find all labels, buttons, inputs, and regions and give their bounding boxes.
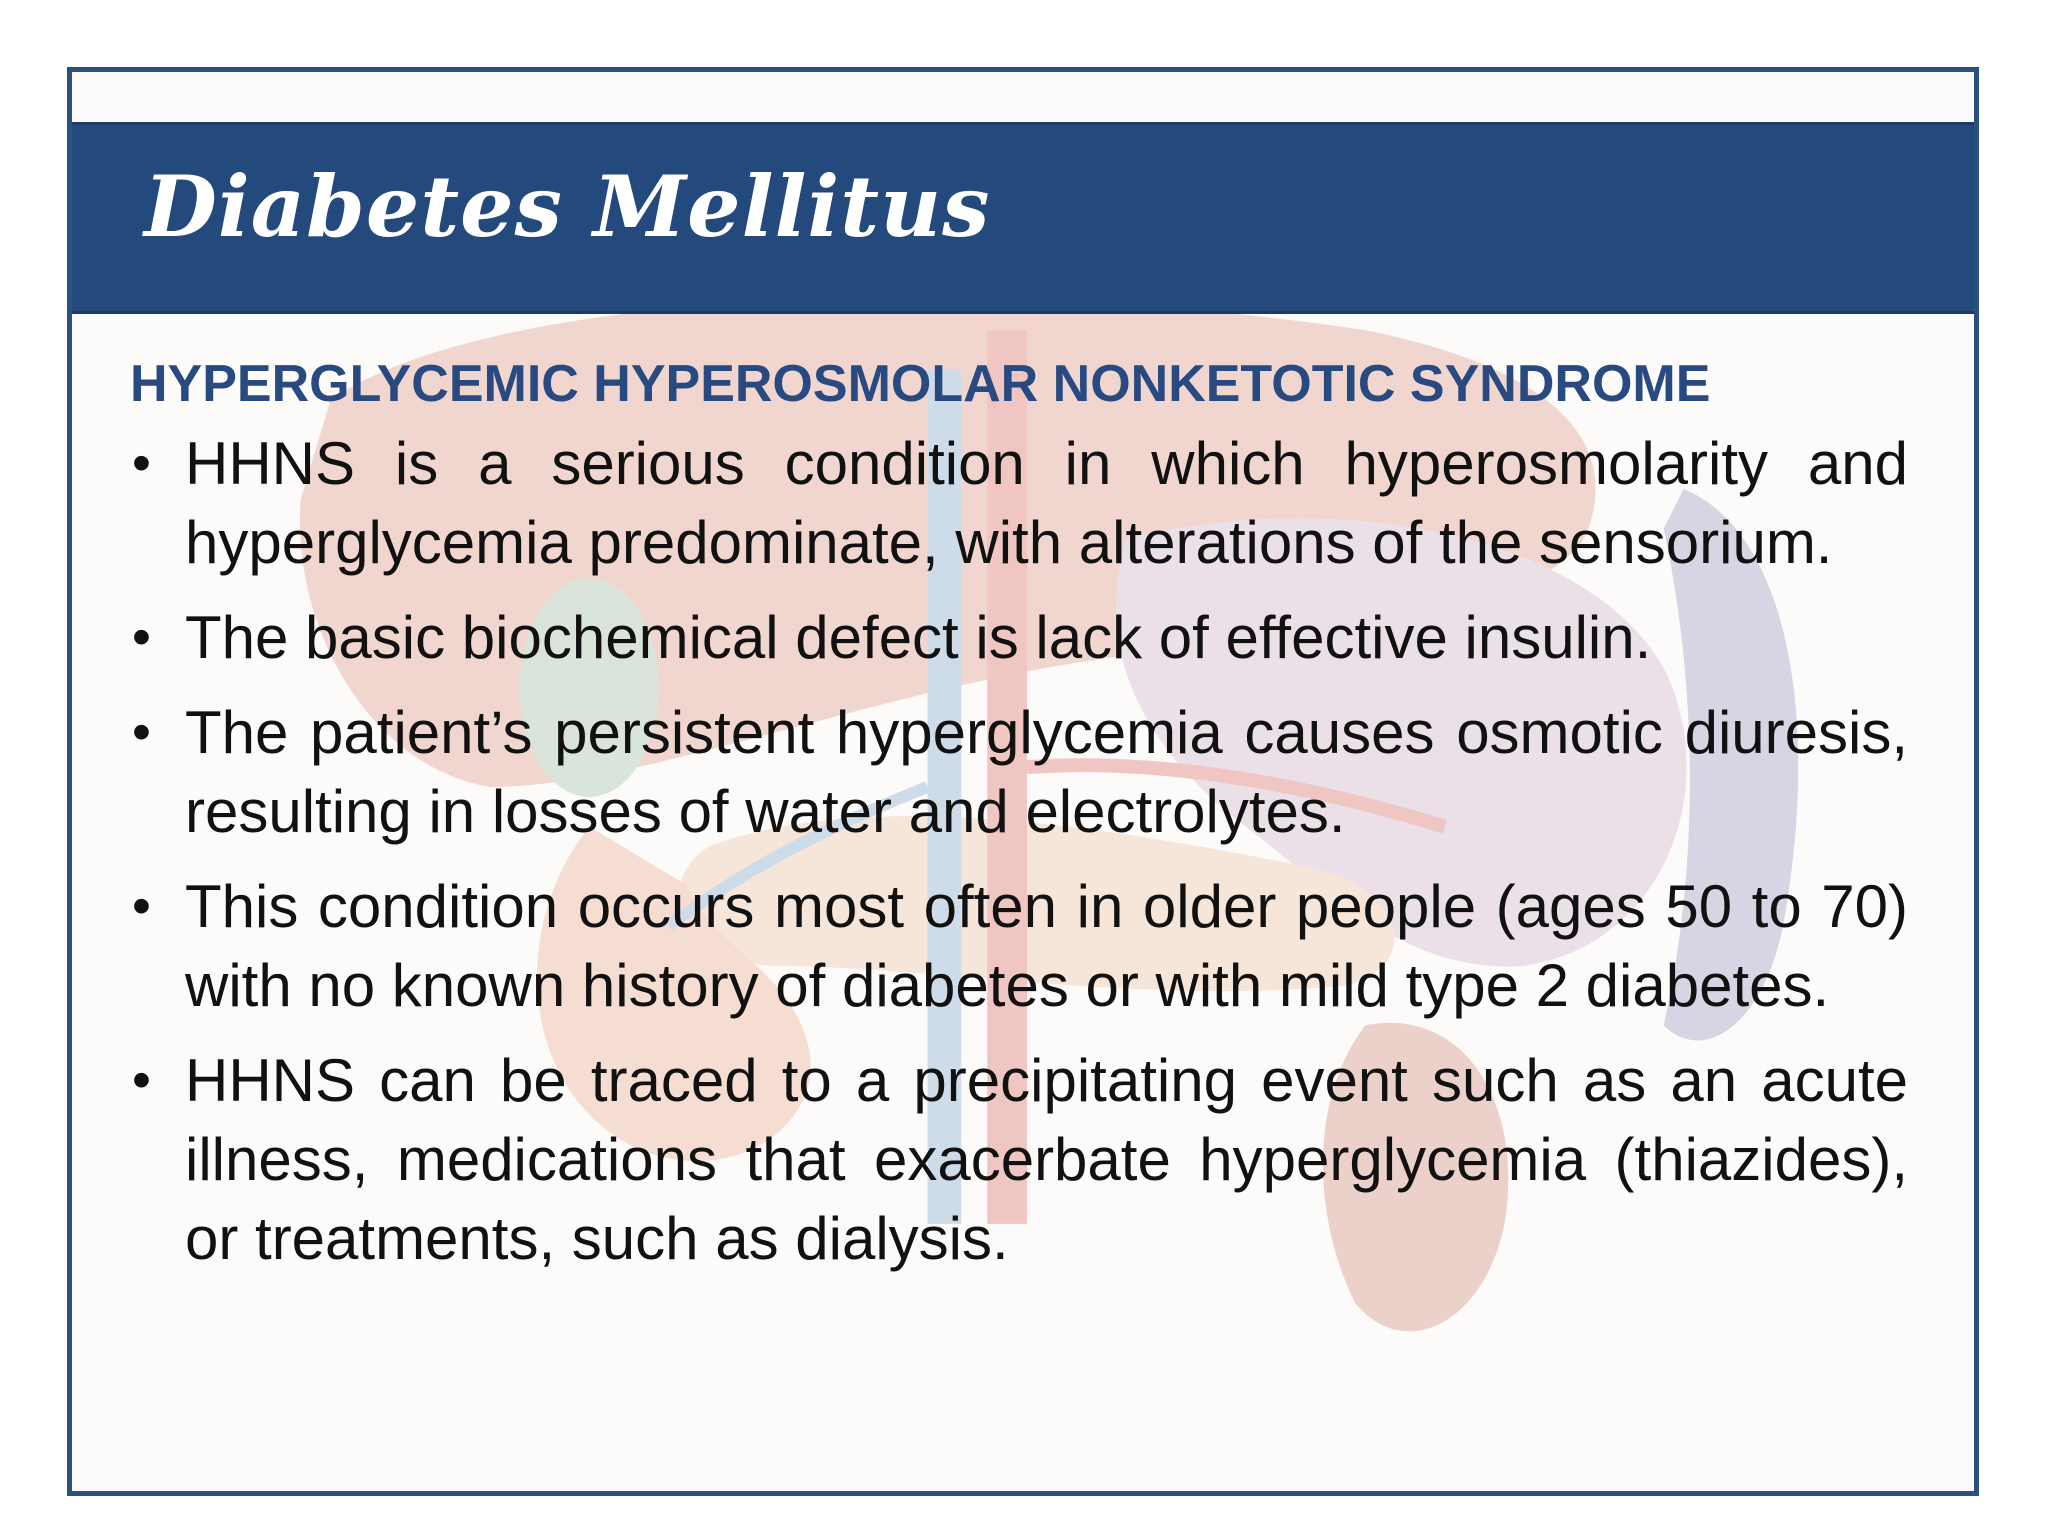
bullet-text: This condition occurs most often in older people (ages 50 to 70) with no known history of diabetes or with mild type 2 diabetes. (185, 873, 1908, 1019)
bullet-item (130, 693, 1908, 851)
slide-title: Diabetes Mellitus (144, 157, 991, 256)
bullet-text: The basic biochemical defect is lack of effective insulin. (185, 604, 1652, 671)
bullet-dot-icon: • (132, 607, 151, 667)
slide (67, 67, 1979, 1496)
bullet-dot-icon: • (132, 876, 151, 936)
bullet-text: HHNS is a serious condition in which hyperosmolarity and hyperglycemia predominate, with alterations of the sensorium. (185, 430, 1908, 576)
slide-content (130, 352, 1908, 1294)
bullet-item (130, 598, 1908, 677)
bullet-item (130, 424, 1908, 582)
bullet-text: The patient’s persistent hyperglycemia causes osmotic diuresis, resulting in losses of water and electrolytes. (185, 699, 1908, 845)
bullet-dot-icon: • (132, 702, 151, 762)
bullet-dot-icon: • (132, 1050, 151, 1110)
title-bar (72, 122, 1974, 314)
bullet-text: HHNS can be traced to a precipitating event such as an acute illness, medications that exacerbate hyperglycemia (thiazides), or treatments, such as dialysis. (185, 1047, 1908, 1272)
bullet-item (130, 867, 1908, 1025)
bullet-list (130, 424, 1908, 1278)
bullet-item (130, 1041, 1908, 1278)
bullet-dot-icon: • (132, 433, 151, 493)
slide-subtitle: HYPERGLYCEMIC HYPEROSMOLAR NONKETOTIC SYNDROME (130, 355, 1711, 413)
